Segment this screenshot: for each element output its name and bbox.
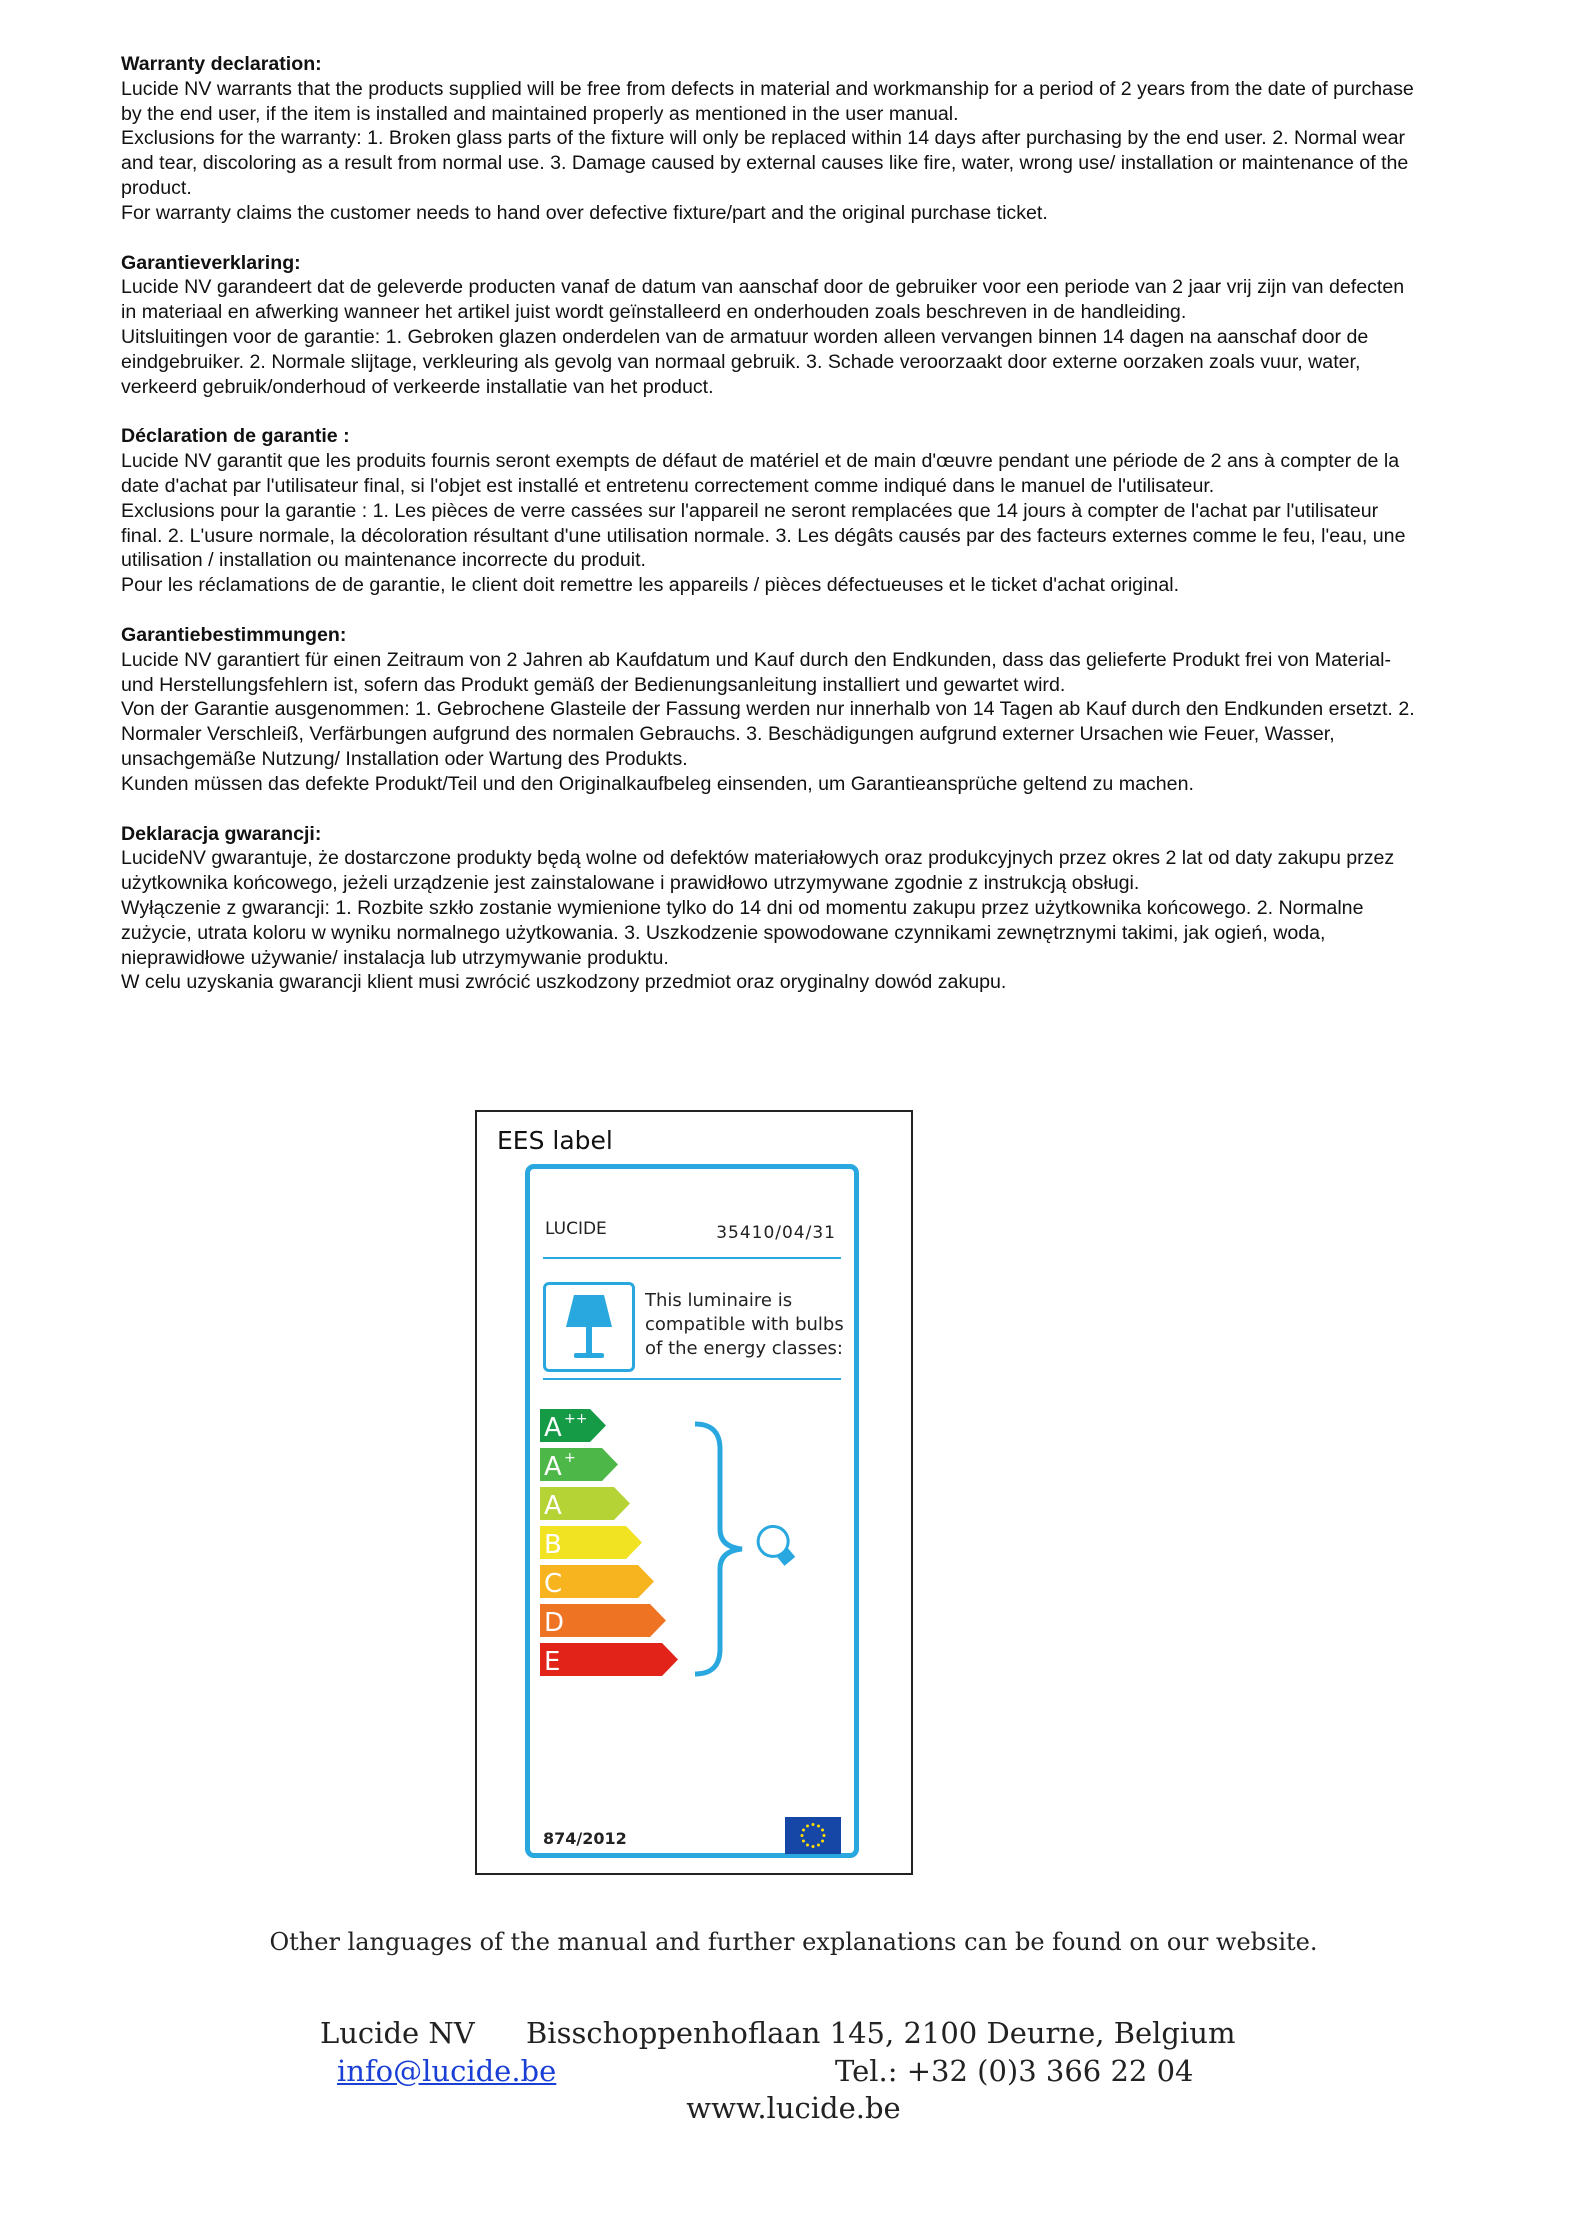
energy-class-label: A: [544, 1413, 562, 1443]
ees-label-card: [525, 1164, 859, 1858]
energy-class-e: [540, 1643, 678, 1677]
light-bulb-icon: [750, 1519, 805, 1574]
company-name: Lucide NV: [320, 2016, 475, 2050]
energy-class-label: B: [544, 1530, 562, 1560]
eu-star: [812, 1845, 815, 1848]
eu-star: [806, 1824, 809, 1827]
section-title: Garantiebestimmungen:: [121, 623, 347, 646]
warranty-section-fr: [121, 424, 1421, 598]
paragraph: Lucide NV garantit que les produits fournis seront exempts de défaut de matériel et de main d'œuvre pendant une période de 2 ans à compter de la date d'achat par l'utilisateur final, si l'objet est installé et entretenu correctement comme indiqué dans le manuel de l'utilisateur.: [121, 450, 1400, 497]
telephone: Tel.: +32 (0)3 366 22 04: [835, 2054, 1194, 2088]
eu-star: [821, 1840, 824, 1843]
energy-class-d: [540, 1604, 666, 1638]
paragraph: LucideNV gwarantuje, że dostarczone produkty będą wolne od defektów materiałowych oraz produkcyjnych przez okres 2 lat od daty zakupu przez użytkownika końcowego, jeżeli urządzenie jest zainstalowane i prawidłowo utrzymywane zgodnie z instrukcją obsługi.: [121, 847, 1395, 895]
company-address: Bisschoppenhoflaan 145, 2100 Deurne, Belgium: [526, 2016, 1236, 2050]
eu-star: [801, 1834, 804, 1837]
section-title: Warranty declaration:: [121, 53, 322, 75]
energy-class-label: A: [544, 1452, 562, 1482]
paragraph: Wyłączenie z gwarancji: 1. Rozbite szkło zostanie wymienione tylko do 14 dni od momentu zakupu przez użytkownika końcowego. 2. Normalne zużycie, utrata koloru w wyniku normalnego użytkowania. 3. Uszkodzenie spowodowane czynnikami zewnętrznymi takimi, jak ogień, woda, nieprawidłowe używanie/ instalacja lub utrzymywanie produktu.: [121, 896, 1364, 969]
section-title: Deklaracja gwarancji:: [121, 822, 322, 845]
model-number: 35410/04/31: [716, 1223, 836, 1243]
ees-label-heading: EES label: [497, 1126, 613, 1155]
energy-class-superscript: ++: [564, 1411, 588, 1427]
eu-star: [806, 1844, 809, 1847]
website: www.lucide.be: [686, 2091, 901, 2125]
lamp-icon: [546, 1285, 632, 1369]
energy-class-superscript: +: [564, 1450, 576, 1466]
energy-class-label: C: [544, 1569, 563, 1599]
paragraph: Uitsluitingen voor de garantie: 1. Gebroken glazen onderdelen van de armatuur worden alleen vervangen binnen 14 dagen na aanschaf door de eindgebruiker. 2. Normale slijtage, verkleuring als gevolg van normaal gebruik. 3. Schade veroorzaakt door externe oorzaken zoals vuur, water, verkeerd gebruik/onderhoud of verkeerde installatie van het product.: [121, 325, 1369, 398]
paragraph: Von der Garantie ausgenommen: 1. Gebrochene Glasteile der Fassung werden nur innerhalb von 14 Tagen ab Kauf durch den Endkunden ersetzt. 2. Normaler Verschleiß, Verfärbungen aufgrund des normalen Gebrauchs. 3. Beschädigungen aufgrund externer Ursachen wie Feuer, Wasser, unsachgemäße Nutzung/ Installation oder Wartung des Produkts.: [121, 698, 1415, 770]
energy-class-label: D: [544, 1608, 565, 1638]
eu-star: [802, 1829, 805, 1832]
eu-flag-icon: [785, 1817, 841, 1854]
paragraph: Lucide NV garantiert für einen Zeitraum von 2 Jahren ab Kaufdatum und Kauf durch den Endkunden, dass das gelieferte Produkt frei von Material- und Herstellungsfehlern ist, sofern das Produkt gemäß der Bedienungsanleitung installiert und gewartet wird.: [121, 648, 1391, 696]
paragraph: Lucide NV warrants that the products supplied will be free from defects in material and workmanship for a period of 2 years from the date of purchase by the end user, if the item is installed and maintained properly as mentioned in the user manual.: [121, 77, 1414, 125]
section-title: Déclaration de garantie :: [121, 425, 350, 448]
energy-class-c: [540, 1565, 654, 1599]
eu-star: [823, 1834, 826, 1837]
paragraph: Exclusions for the warranty: 1. Broken glass parts of the fixture will only be replaced within 14 days after purchasing by the end user. 2. Normal wear and tear, discoloring as a result from normal use. 3. Damage caused by external causes like fire, water, wrong use/ installation or maintenance of the product.: [121, 127, 1409, 199]
eu-star: [812, 1823, 815, 1826]
energy-class-b: [540, 1526, 642, 1560]
other-languages-note: Other languages of the manual and further explanations can be found on our website.: [269, 1928, 1318, 1956]
warranty-section-pl: [121, 822, 1421, 996]
paragraph: W celu uzyskania gwarancji klient musi zwrócić uszkodzony przedmiot oraz oryginalny dowód zakupu.: [121, 971, 1007, 994]
paragraph: For warranty claims the customer needs to hand over defective fixture/part and the original purchase ticket.: [121, 201, 1048, 224]
energy-class-label: E: [544, 1647, 561, 1677]
paragraph: Kunden müssen das defekte Produkt/Teil und den Originalkaufbeleg einsenden, um Garantieansprüche geltend zu machen.: [121, 772, 1194, 795]
paragraph: Exclusions pour la garantie : 1. Les pièces de verre cassées sur l'appareil ne seront remplacées que 14 jours à compter de l'achat par l'utilisateur final. 2. L'usure normale, la décoloration résultant d'une utilisation normale. 3. Les dégâts causés par des facteurs externes comme le feu, l'eau, une utilisation / installation ou maintenance incorrecte du produit.: [121, 499, 1406, 572]
paragraph: Lucide NV garandeert dat de geleverde producten vanaf de datum van aanschaf door de gebruiker voor een periode van 2 jaar vrij zijn van defecten in materiaal en afwerking wanneer het artikel juist wordt geïnstalleerd en onderhouden zoals beschreven in de handleiding.: [121, 276, 1405, 324]
energy-class-label: A: [544, 1491, 562, 1521]
warranty-text: [121, 52, 1421, 1020]
energy-class-a-plus-plus: [540, 1409, 606, 1443]
energy-class-a-plus: [540, 1448, 618, 1482]
eu-star: [817, 1824, 820, 1827]
warranty-section-nl: [121, 251, 1421, 400]
compatibility-text: This luminaire is compatible with bulbs of the energy classes:: [645, 1290, 844, 1359]
ees-label-frame: [475, 1110, 913, 1875]
curly-brace-icon: [690, 1419, 750, 1679]
eu-star: [817, 1844, 820, 1847]
paragraph: Pour les réclamations de de garantie, le client doit remettre les appareils / pièces défectueuses et le ticket d'achat original.: [121, 574, 1180, 597]
section-title: Garantieverklaring:: [121, 251, 301, 274]
warranty-section-de: [121, 623, 1421, 797]
lamp-icon-box: [543, 1282, 635, 1372]
energy-class-scale: [540, 1409, 680, 1689]
eu-star: [821, 1829, 824, 1832]
energy-class-a: [540, 1487, 630, 1521]
divider: [543, 1378, 841, 1380]
warranty-section-en: [121, 52, 1421, 226]
divider: [543, 1257, 841, 1259]
email-link[interactable]: info@lucide.be: [337, 2054, 557, 2088]
brand-name: LUCIDE: [545, 1219, 607, 1239]
eu-star: [802, 1840, 805, 1843]
regulation-number: 874/2012: [543, 1829, 627, 1848]
